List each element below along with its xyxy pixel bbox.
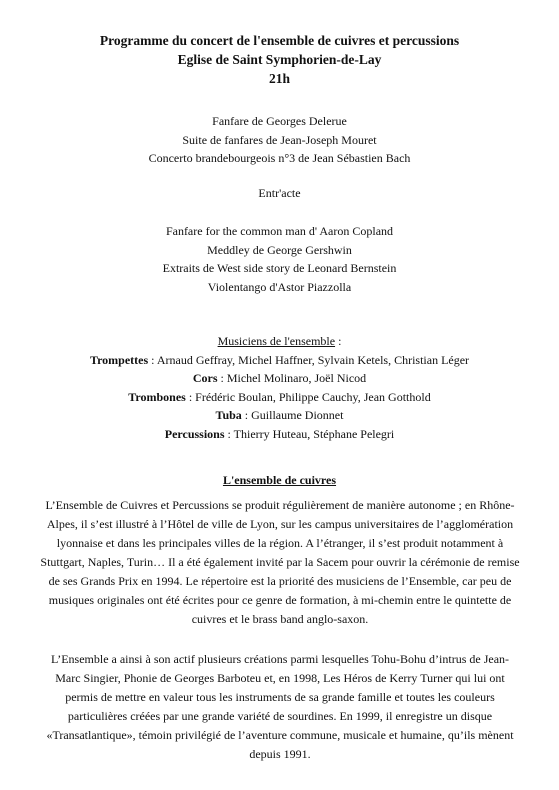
programme-first-part <box>0 112 559 168</box>
musician-names: : Arnaud Geffray, Michel Haffner, Sylvain Ketels, Christian Léger <box>148 352 470 367</box>
paragraph-line: Stuttgart, Naples, Turin… Il a été également invité par la Sacem pour ouvrir la cérémonie de remise <box>40 555 520 569</box>
programme-item: Violentango d'Astor Piazzolla <box>207 279 352 294</box>
programme-item: Extraits de West side story de Leonard Bernstein <box>162 261 397 275</box>
header-time: 21h <box>268 71 290 86</box>
programme-item: Suite de fanfares de Jean-Joseph Mouret <box>182 132 377 147</box>
musicians-title: Musiciens de l'ensemble <box>217 334 336 348</box>
paragraph-line: de ses Grands Prix en 1994. Le répertoire est la priorité des musiciens de l’Ensemble, car peu de <box>48 574 512 588</box>
instrument-label: Trompettes <box>89 352 149 367</box>
musician-row <box>0 406 559 425</box>
programme-item: Concerto brandebourgeois n°3 de Jean Sébastien Bach <box>148 151 411 165</box>
musician-row <box>0 351 559 370</box>
paragraph-line: lyonnaise et dans les principales villes de la région. A l’étranger, il s’est produit notamment à <box>56 536 504 550</box>
paragraph-line: cuivres et le brass band anglo-saxon. <box>191 612 369 626</box>
musicians-list <box>0 332 559 443</box>
instrument-label: Tuba <box>215 408 242 422</box>
musician-names: : Guillaume Dionnet <box>241 408 344 422</box>
instrument-label: Cors <box>192 371 218 385</box>
programme-item: Fanfare de Georges Delerue <box>212 114 347 128</box>
programme-header <box>0 31 559 88</box>
musician-row <box>0 425 559 444</box>
paragraph-line: particulières créées par une grande variété de sourdines. En 1999, il enregistre un disque <box>67 709 493 723</box>
paragraph-line: L’Ensemble de Cuivres et Percussions se produit régulièrement de manière autonome ; en Rhône- <box>45 498 515 512</box>
paragraph-line: Marc Singier, Phonie de Georges Barboteu et, en 1998, Les Héros de Kerry Turner qui lui ont <box>55 671 505 685</box>
intermission-label: Entr'acte <box>258 186 301 200</box>
section-title-text: L'ensemble de cuivres <box>222 473 337 487</box>
paragraph-line: «Transatlantique», témoin privilégié de l’aventure commune, musicale et humaine, qu’ils mènent <box>46 728 514 742</box>
ensemble-paragraph-2 <box>24 650 536 764</box>
musician-names: : Thierry Huteau, Stéphane Pelegri <box>224 426 395 441</box>
header-venue: Eglise de Saint Symphorien-de-Lay <box>177 52 382 67</box>
programme-second-part <box>0 222 559 296</box>
musician-names: : Frédéric Boulan, Philippe Cauchy, Jean Gotthold <box>185 389 431 404</box>
ensemble-section-title <box>0 471 559 489</box>
header-title: Programme du concert de l'ensemble de cuivres et percussions <box>99 33 460 48</box>
ensemble-paragraph-1 <box>24 496 536 629</box>
musician-row <box>0 369 559 388</box>
paragraph-line: musiques originales ont été écrites pour ce genre de formation, à mi-chemin entre le quintette de <box>48 593 512 607</box>
instrument-label: Trombones <box>128 389 186 404</box>
paragraph-line: permis de mettre en valeur tous les instruments de sa grande famille et toutes les couleurs <box>65 690 495 704</box>
programme-item: Meddley de George Gershwin <box>207 242 352 257</box>
musicians-heading <box>0 332 559 351</box>
musician-names: : Michel Molinaro, Joël Nicod <box>217 371 367 385</box>
paragraph-line: L’Ensemble a ainsi à son actif plusieurs créations parmi lesquelles Tohu-Bohu d’intrus de Jean- <box>50 652 510 666</box>
programme-item: Fanfare for the common man d' Aaron Copland <box>165 224 394 238</box>
musicians-title-suffix: : <box>335 334 342 348</box>
paragraph-line: Alpes, il s’est illustré à l’Hôtel de ville de Lyon, sur les campus universitaires de l’agglomération <box>46 517 514 531</box>
paragraph-line: depuis 1991. <box>249 747 311 761</box>
instrument-label: Percussions <box>164 426 225 441</box>
musician-row <box>0 388 559 407</box>
